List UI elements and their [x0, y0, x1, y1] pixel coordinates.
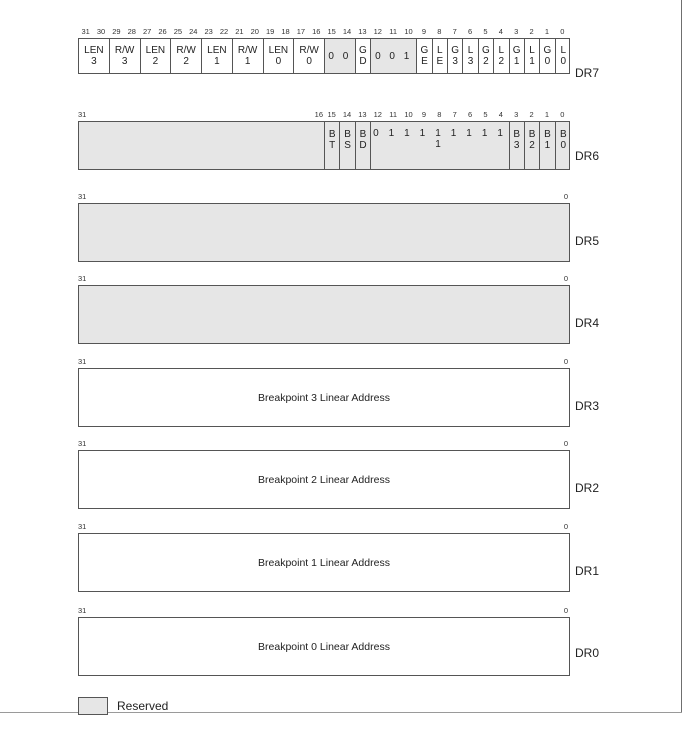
dr6-field	[371, 122, 509, 169]
dr7-field-line2: 0	[544, 56, 551, 67]
dr7-field	[233, 39, 264, 73]
dr7-field-line2: 1	[244, 56, 251, 67]
dr5-bit-lo: 0	[563, 192, 568, 201]
dr7-bit-number: 29	[112, 27, 121, 36]
register-dr0	[78, 605, 570, 676]
dr7-field-line1: G	[543, 45, 552, 56]
dr7-bit-number: 17	[296, 27, 306, 36]
dr7-bit-number: 13	[358, 27, 367, 36]
dr6-bit-number: 15	[327, 110, 336, 119]
dr6-bit-number: 0	[560, 110, 565, 119]
dr7-bit-number: 2	[529, 27, 534, 36]
dr7-field	[510, 39, 525, 73]
dr4-bit-hi: 31	[78, 274, 87, 283]
dr7-bit-numbers	[78, 26, 570, 38]
dr7-bit-number: 0	[560, 27, 565, 36]
dr7-field-line2: 2	[498, 56, 505, 67]
dr7-field-line1: L	[529, 45, 535, 56]
dr7-field-line2: 0	[560, 56, 567, 67]
dr7-bit-number: 18	[281, 27, 290, 36]
dr7-field-line2: 2	[152, 56, 159, 67]
dr7-field-line2: 1	[214, 56, 220, 67]
dr7-field-line2: 3	[467, 56, 474, 67]
dr7-field-line1: G	[359, 45, 367, 56]
dr7-field	[525, 39, 540, 73]
dr7-field	[433, 39, 448, 73]
dr7-bit-number: 9	[421, 27, 427, 36]
dr7-bit-number: 30	[96, 27, 106, 36]
dr7-field-line2: 1	[529, 56, 535, 67]
dr7-bit-number: 23	[204, 27, 213, 36]
dr6-bit-numbers	[78, 109, 570, 121]
register-dr1	[78, 521, 570, 592]
dr7-field-line1: L	[467, 45, 474, 56]
dr0-label: DR0	[575, 646, 600, 660]
dr7-field-line2: 0	[306, 56, 312, 67]
dr6-bit-number: 11	[389, 110, 398, 119]
dr6-field-line1: B	[344, 129, 351, 140]
dr7-bit-number: 19	[266, 27, 275, 36]
dr6-bit-number: 8	[437, 110, 442, 119]
dr7-field-line1: R/W	[299, 45, 319, 56]
dr7-field-line1: 0 0 1	[375, 50, 413, 62]
dr5-bit-numbers	[78, 191, 570, 203]
dr7-field	[371, 39, 417, 73]
legend-reserved-swatch	[78, 697, 108, 715]
dr7-bit-number: 21	[235, 27, 244, 36]
dr2-box	[78, 450, 570, 509]
dr1-bit-hi: 31	[78, 522, 87, 531]
dr7-field-line2: 2	[183, 56, 189, 67]
dr7-bit-number: 11	[389, 27, 398, 36]
dr7-field-line2: 3	[91, 56, 97, 67]
dr7-field	[556, 39, 571, 73]
dr6-field-line1: B	[328, 129, 336, 140]
dr6-bit-number: 10	[404, 110, 413, 119]
register-dr2	[78, 438, 570, 509]
dr2-field-label: Breakpoint 2 Linear Address	[258, 473, 390, 486]
dr7-field-line1: G	[451, 45, 460, 56]
dr7-field-line1: G	[482, 45, 490, 56]
dr7-field-line1: R/W	[114, 45, 135, 56]
dr7-bit-number: 15	[327, 27, 336, 36]
dr6-field-line2: 0	[560, 140, 567, 151]
dr7-bit-number: 8	[437, 27, 442, 36]
dr6-field-line2: 3	[513, 140, 520, 151]
dr7-label: DR7	[575, 66, 600, 80]
dr7-field	[479, 39, 494, 73]
dr6-bit-number: 6	[467, 110, 473, 119]
dr1-bit-numbers	[78, 521, 570, 533]
dr6-field	[510, 122, 525, 169]
dr7-bit-number: 27	[143, 27, 152, 36]
dr7-field-line1: LEN	[207, 45, 227, 56]
dr7-field	[540, 39, 555, 73]
dr6-field-line2: 2	[529, 140, 535, 151]
dr6-field	[356, 122, 371, 169]
dr6-bit-number: 12	[373, 110, 382, 119]
dr7-field-line2: 3	[121, 56, 128, 67]
dr0-field-label: Breakpoint 0 Linear Address	[258, 640, 390, 653]
dr3-bit-hi: 31	[78, 357, 87, 366]
dr7-bit-number: 20	[250, 27, 259, 36]
dr7-bit-number: 10	[404, 27, 413, 36]
dr7-field-line1: R/W	[176, 45, 196, 56]
dr6-bit-number: 3	[514, 110, 519, 119]
dr3-label: DR3	[575, 399, 600, 413]
dr1-label: DR1	[575, 564, 600, 578]
dr7-field	[417, 39, 432, 73]
dr6-field-line2: S	[344, 140, 351, 151]
dr7-field	[294, 39, 325, 73]
dr7-field-line1: G	[420, 45, 429, 56]
dr7-field	[463, 39, 478, 73]
register-dr7	[78, 26, 570, 74]
dr6-field-line1: B	[528, 129, 536, 140]
dr4-bit-lo: 0	[563, 274, 568, 283]
dr7-field-line2: E	[421, 56, 428, 67]
dr7-bit-number: 25	[173, 27, 183, 36]
dr5-label: DR5	[575, 234, 600, 248]
dr7-field	[264, 39, 295, 73]
dr0-bit-lo: 0	[563, 606, 568, 615]
dr6-bit-number: 7	[452, 110, 457, 119]
dr7-bit-number: 4	[498, 27, 503, 36]
dr6-field-line1: 0 1 1 1 1 1 1 1 1 1	[373, 127, 507, 150]
dr6-bit-number: 13	[358, 110, 367, 119]
dr7-bit-number: 24	[189, 27, 198, 36]
dr6-field-line1: B	[359, 129, 367, 140]
dr6-bit-number: 5	[483, 110, 488, 119]
register-dr6	[78, 109, 570, 170]
dr4-bit-numbers	[78, 273, 570, 285]
dr7-field-line2: 2	[483, 56, 489, 67]
dr6-bit-number: 2	[529, 110, 534, 119]
dr2-label: DR2	[575, 481, 600, 495]
dr1-field-label: Breakpoint 1 Linear Address	[258, 556, 390, 569]
dr6-field	[340, 122, 355, 169]
dr7-bit-number: 3	[514, 27, 519, 36]
dr6-bit-number: 16	[314, 110, 323, 119]
dr6-bit-number: 14	[342, 110, 352, 119]
dr0-bit-numbers	[78, 605, 570, 617]
dr6-bit-number: 31	[78, 110, 87, 119]
dr7-bit-number: 1	[544, 27, 550, 36]
dr7-bit-number: 14	[342, 27, 352, 36]
dr6-reserved-area	[79, 122, 325, 169]
dr6-bit-number: 1	[544, 110, 550, 119]
dr6-field	[556, 122, 571, 169]
dr7-field-line1: G	[512, 45, 521, 56]
dr6-field-line2: T	[329, 140, 336, 151]
dr7-field-line1: L	[498, 45, 505, 56]
dr7-bit-number: 28	[127, 27, 136, 36]
dr7-bit-number: 16	[312, 27, 321, 36]
dr6-field-line2: D	[359, 140, 367, 151]
dr7-field	[171, 39, 202, 73]
dr3-bit-lo: 0	[563, 357, 568, 366]
dr7-bit-number: 12	[373, 27, 382, 36]
dr3-field-label: Breakpoint 3 Linear Address	[258, 391, 390, 404]
dr7-field	[494, 39, 509, 73]
dr7-bit-number: 7	[452, 27, 457, 36]
dr2-bit-lo: 0	[563, 439, 568, 448]
dr6-field-box	[78, 121, 570, 170]
dr7-field-line2: 3	[452, 56, 458, 67]
dr7-field-box	[78, 38, 570, 74]
dr7-field	[202, 39, 233, 73]
dr1-box	[78, 533, 570, 592]
register-dr5	[78, 191, 570, 262]
dr0-box	[78, 617, 570, 676]
dr4-label: DR4	[575, 316, 600, 330]
dr7-field-line2: D	[359, 56, 367, 67]
dr7-bit-number: 31	[81, 27, 90, 36]
dr2-bit-hi: 31	[78, 439, 87, 448]
dr6-field-line2: 1	[544, 140, 551, 151]
dr7-field	[448, 39, 463, 73]
dr2-bit-numbers	[78, 438, 570, 450]
dr7-bit-number: 6	[467, 27, 473, 36]
dr7-field-line1: L	[560, 45, 567, 56]
dr7-field-line1: L	[437, 45, 443, 56]
dr7-field-line2: 1	[513, 56, 520, 67]
dr7-field-line1: 0 0	[328, 50, 352, 62]
dr7-field	[110, 39, 141, 73]
dr7-bit-number: 5	[483, 27, 488, 36]
dr6-bit-number: 9	[421, 110, 427, 119]
dr6-field-line1: B	[544, 129, 551, 140]
dr7-bit-number: 22	[219, 27, 229, 36]
dr6-field	[525, 122, 540, 169]
dr4-box	[78, 285, 570, 344]
dr6-field-line1: B	[513, 129, 521, 140]
dr0-bit-hi: 31	[78, 606, 87, 615]
dr7-field	[141, 39, 172, 73]
dr7-field	[356, 39, 371, 73]
dr6-field-line1: B	[559, 129, 567, 140]
dr7-field-line1: LEN	[145, 45, 166, 56]
dr7-field-line1: LEN	[84, 45, 104, 56]
dr1-bit-lo: 0	[563, 522, 568, 531]
dr7-field-line1: LEN	[268, 45, 289, 56]
dr3-box	[78, 368, 570, 427]
dr3-bit-numbers	[78, 356, 570, 368]
dr6-field	[540, 122, 555, 169]
register-dr3	[78, 356, 570, 427]
register-dr4	[78, 273, 570, 344]
dr5-bit-hi: 31	[78, 192, 87, 201]
frame-right-border	[681, 0, 682, 712]
dr6-field	[325, 122, 340, 169]
legend-reserved-label: Reserved	[117, 699, 169, 713]
dr7-bit-number: 26	[158, 27, 167, 36]
dr7-field-line2: 0	[275, 56, 282, 67]
dr7-field-line2: E	[436, 56, 444, 67]
dr6-label: DR6	[575, 149, 600, 163]
dr6-bit-number: 4	[498, 110, 503, 119]
dr7-field-line1: R/W	[237, 45, 258, 56]
dr7-field	[79, 39, 110, 73]
dr5-box	[78, 203, 570, 262]
dr7-field	[325, 39, 356, 73]
